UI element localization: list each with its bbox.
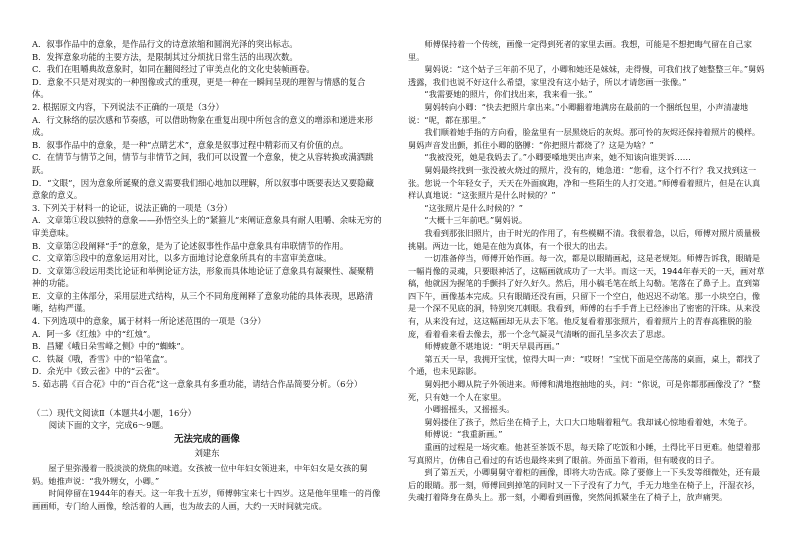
story-paragraph: 舅妈搂住了孩子，然后坐在椅子上，大口大口地喘着粗气。我却诚心惊地看着她，木兔子。 (424, 416, 752, 427)
story-paragraph: 我看到那张旧照片，由于时光的作用了，有些模糊不清。我很着急，以后，师傅对照片质量极挑剔。两边一比，她是在他为真体，有一个很大的出去。 (408, 227, 761, 251)
question-5: 5. 茹志鹃《百合花》中的“百合花”这一意象具有多重功能，请结合作品简要分析。（6分） (32, 379, 363, 390)
story-paragraph: “大概十三年前吧。”舅妈说。 (424, 215, 528, 226)
option-4b: B．昌耀《峨日朵雪峰之侧》中的“蜘蛛”。 (32, 341, 190, 352)
right-column (408, 38, 768, 504)
option-4d: D．余光中《致云雀》中的“云雀”。 (32, 366, 165, 377)
story-paragraph: 屋子里弥漫着一股淡淡的烧焦的味道。女孩被一位中年妇女领进来，中年妇女是女孩的舅妈。她推声说：“我外甥女，小卿。” (32, 463, 368, 486)
option-2c: C．在情节与情节之间，情节与非情节之间，我们可以设置一个意象，使之从容转换或满洒跳跃。 (32, 152, 374, 175)
story-paragraph: 舅妈转向小卿：“快去把照片拿出来。”小卿翻着地满房在最前的一个捆纸包里，小声清凄地说：“呢，都在那里。” (408, 101, 749, 125)
story-paragraph: 重画的过程是一场灾难。他甚至茶饭不思，每天除了吃饭和小睡，土得比平日更难。他望着那写真照片，仿佛自己看过的有话也最终来到了眼前。外面虽下着雨，但有暖夜的日子。 (408, 442, 761, 465)
option-1d: D．意象不只是对现实的一种图像或式的重现，更是一种在一瞬间呈现的理智与情感的复合体。 (32, 76, 366, 100)
option-3b: B．文章第②段阐释“手”的意象，是为了论述叙事性作品中意象具有串联情节的作用。 (32, 240, 349, 251)
option-3d: D．文章第③段运用类比论证和举例论证方法，形象而具体地论证了意象具有凝聚性、凝聚精神的功能。 (32, 265, 374, 289)
story-paragraph: 师傅说：“我重新画。” (424, 429, 503, 440)
story-paragraph: 舅妈最终找到一张没被火烧过的照片，没有的，她急道：“您看，这个行不行？我又找到这一张。您说一个年轻女子，天天在外面疯跑，净和一些陌生的人打交道。”师傅看着照片，但是在认真样认真地说：“这张照片是什么时候的？” (408, 164, 761, 201)
question-2: 2. 根据原文内容，下列说法不正确的一项是（3分） (32, 101, 224, 112)
option-3a: A．文章第①段以独特的意象——孙悟空头上的“紧箍儿”来阐证意象具有耐人咀嚼、余味无穷的审美意味。 (32, 215, 382, 238)
option-1b: B．发挥意象功能的主要方法，是限制其过分烦扰日常生活的出现次数。 (32, 51, 298, 62)
option-2d: D．“文眼”，因为意象所诞聚的意义需要我们细心地加以理解，所以叙事中既要表达又要隐藏意象的意义。 (32, 177, 374, 201)
question-3: 3. 下列关于材料一的论证，说法正确的一项是（3分） (32, 202, 233, 213)
option-4a: A．阿一多《红烛》中的“红烛”。 (32, 328, 156, 339)
option-1a: A．叙事作品中的意象，是作品行文的诗意浓缩和圆润光泽的突出标志。 (32, 39, 298, 49)
story-paragraph: 舅妈把小卿从院子外领进来。师傅和满地抱抽地的头，问：“你说，可是你都那画像没了？”整死，只有她一个人在家里。 (408, 379, 761, 402)
story-paragraph: 师傅保持着一个传统，画像一定得到死者的家里去画。我想，可能是不想把晦气留在自己家里。 (408, 39, 752, 62)
reading-instruction: 阅读下面的文字，完成6～9题。 (48, 420, 169, 431)
story-paragraph: 舅妈说：“这个姑子三年前不见了，小卿和她还是妹妹，走得慢，可我们找了她整整三年。”舅妈透露，我们也说不好这什么希望，家里没有这小姑子，所以才请您画一张像。” (408, 64, 765, 87)
option-3c: C．文章第⑤段中的意象运用对比，以多方面地讨论意象所具有的丰富审美意味。 (32, 253, 332, 264)
story-paragraph: “这张照片是什么时候的？” (424, 202, 523, 213)
story-paragraph: “我需要她的照片，你们找出来，我来看一张。” (424, 89, 593, 100)
option-2b: B．叙事作品中的意象，是一种“点睛艺术”，意象是叙事过程中精彩而又有价值的点。 (32, 139, 349, 150)
story-paragraph: 小卿摇摇头，又摇摇头。 (424, 404, 515, 415)
option-1c: C．我们在咀嚼典故意象时，如同在翻阅经过了审美点化的文化史装帧画卷。 (32, 64, 315, 75)
story-paragraph: 我们顺着她手指的方向看，脸盆里有一层黑烧后的灰烬。那可怜的灰烬还保持着照片的模样。舅妈声音发出颤，抓住小卿的胳膊：“你把照片都烧了？这是为啥？” (408, 127, 761, 150)
left-column (32, 38, 382, 512)
story-title: 无法完成的画像 (174, 433, 240, 445)
question-4: 4. 下列选项中的意象，属于材料一所论述范围的一项是（3分） (32, 316, 266, 327)
option-3e: E．文章的主体部分，采用层进式结构，从三个不同角度阐释了意象功能的具体表现，思路清晰，结构严谨。 (32, 290, 374, 314)
option-2a: A．行文脉络的层次感和节奏感，可以借助物象在重复出现中所包含的意义的增添和递进来形成。 (32, 114, 374, 138)
story-paragraph: 师傅疲惫不堪地说：“明天早晨再画。” (424, 341, 560, 352)
story-paragraph: 时间停留在1944年的春天。这一年我十五岁，师傅韩宝来七十四岁。这是他年里唯一的肖像画画师，专门给人画像，绘活着的人画，也为故去的人画，大约一天时间就完成。 (32, 488, 381, 511)
story-paragraph: 一切准备停当，师傅开始作画。每一次，都是以眼睛画起，这是老规矩。师傅告诉我，眼睛是一幅肖像的灵魂，只要眼神活了，这幅画就成功了一大半。而这一天，1944年春天的一天，画对草稿，他就因为握笔的手颤抖了好久好久。然后，用小稿毛笔在纸上勾勒。笔落在了鼻子上。直到第四下午，画像基本完成。只有眼睛还没有画，只留下一个空白，他迟迟不动笔。那一小块空白，像是一个深不见底的洞，特别突兀刺眼。我看到，师傅的右手手背上已经渗出了密密的汗珠。从来没有，从来没有过，这这幅画却无从去下笔。他反复看着那张照片，看着照片上的青春高雅脱的脸庞，看着看来看去像去，那一个念气凝灵气清晰的面孔呈多次去了思虑。 (408, 253, 765, 339)
option-4c: C．铁凝《哦，香雪》中的“铅笔盒”。 (32, 353, 173, 364)
section-header: （二）现代文阅读Ⅱ（本题共4小题，16分） (32, 407, 197, 418)
story-paragraph: 到了第五天，小卿舅舅守着柜的画像，即将大功告成。除了要修上一下头发等细微处，还有最后的眼睛。那一刻，师傅回到掉笔的同时又一下子没有了力气，手无力地坐在椅子上，汗湿衣衫，失魂打着降身在鼻头上。那一刻，小卿看到画像，突然间抓紧坐在了椅子上，放声痛哭。 (408, 467, 761, 503)
story-paragraph: “我被没死，她是我妈去了。”小卿要嗓地哭出声来，她不知该向谁哭诉…… (424, 152, 691, 163)
story-paragraph: 第五天一早，我拥开宝忧，惊得大叫一声：“哎呀！”宝忧下面是空荡荡的桌面，桌上，都找了个通，也未见踪影。 (408, 353, 761, 377)
story-author: 刘建东 (194, 448, 220, 459)
